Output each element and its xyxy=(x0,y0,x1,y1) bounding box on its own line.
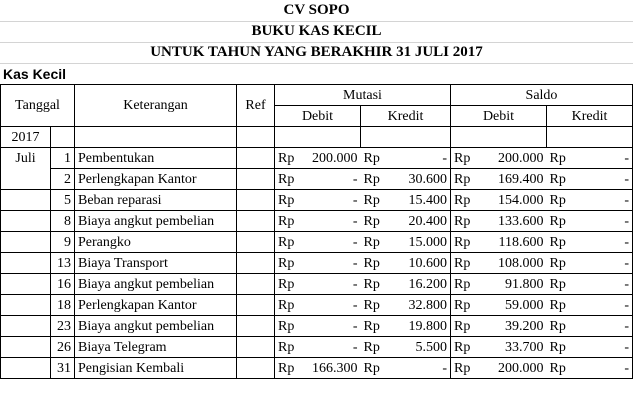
s-kredit-cell xyxy=(547,358,633,379)
ref-cell xyxy=(237,232,275,253)
currency-label: Rp xyxy=(549,255,566,271)
currency-label: Rp xyxy=(363,276,380,292)
day-cell: 9 xyxy=(51,232,75,253)
amount-value: 59.000 xyxy=(505,297,544,313)
month-cell xyxy=(1,232,51,253)
amount-value: - xyxy=(624,360,629,376)
currency-label: Rp xyxy=(278,339,295,355)
desc-cell: Perlengkapan Kantor xyxy=(75,295,237,316)
currency-label: Rp xyxy=(363,213,380,229)
day-cell: 31 xyxy=(51,358,75,379)
amount-value: 15.400 xyxy=(408,192,447,208)
amount-value: - xyxy=(624,339,629,355)
amount-value: - xyxy=(442,150,447,166)
amount-value: 33.700 xyxy=(505,339,544,355)
mutasi-debit-cell xyxy=(275,211,361,232)
amount-value: - xyxy=(624,255,629,271)
s-debit-cell xyxy=(451,190,547,211)
currency-label: Rp xyxy=(454,297,471,313)
currency-label: Rp xyxy=(549,339,566,355)
s-debit-cell xyxy=(451,274,547,295)
currency-label: Rp xyxy=(454,150,471,166)
day-cell: 2 xyxy=(51,169,75,190)
table-row xyxy=(1,295,633,316)
amount-value: - xyxy=(624,171,629,187)
currency-label: Rp xyxy=(278,297,295,313)
currency-label: Rp xyxy=(549,276,566,292)
amount-value: - xyxy=(624,234,629,250)
mutasi-debit-cell xyxy=(275,295,361,316)
currency-label: Rp xyxy=(363,297,380,313)
month-cell xyxy=(1,337,51,358)
s-debit-cell xyxy=(451,358,547,379)
amount-value: 154.000 xyxy=(498,192,544,208)
desc-cell: Biaya Transport xyxy=(75,253,237,274)
currency-label: Rp xyxy=(549,213,566,229)
ref-cell xyxy=(237,358,275,379)
col-saldo-kredit: Kredit xyxy=(547,106,633,127)
amount-value: - xyxy=(624,192,629,208)
amount-value: 30.600 xyxy=(408,171,447,187)
period-title: UNTUK TAHUN YANG BERAKHIR 31 JULI 2017 xyxy=(0,42,633,64)
s-debit-cell xyxy=(451,232,547,253)
amount-value: - xyxy=(352,213,358,229)
currency-label: Rp xyxy=(363,234,380,250)
book-title: BUKU KAS KECIL xyxy=(0,21,633,43)
currency-label: Rp xyxy=(454,171,471,187)
table-row xyxy=(1,358,633,379)
amount-value: 39.200 xyxy=(505,318,544,334)
day-cell: 5 xyxy=(51,190,75,211)
desc-cell: Biaya Telegram xyxy=(75,337,237,358)
currency-label: Rp xyxy=(363,171,380,187)
currency-label: Rp xyxy=(278,192,295,208)
desc-cell: Pengisian Kembali xyxy=(75,358,237,379)
day-cell: 23 xyxy=(51,316,75,337)
currency-label: Rp xyxy=(363,255,380,271)
ref-cell xyxy=(237,274,275,295)
mutasi-kredit-cell xyxy=(361,316,451,337)
currency-label: Rp xyxy=(363,339,380,355)
month-label: Juli xyxy=(15,150,36,166)
day-cell: 13 xyxy=(51,253,75,274)
table-row xyxy=(1,169,633,190)
mutasi-debit-cell xyxy=(275,232,361,253)
day-cell: 26 xyxy=(51,337,75,358)
month-cell xyxy=(1,358,51,379)
table-row xyxy=(1,253,633,274)
col-mutasi: Mutasi xyxy=(275,85,451,106)
mutasi-kredit-cell xyxy=(361,232,451,253)
amount-value: 108.000 xyxy=(498,255,544,271)
ref-cell xyxy=(237,190,275,211)
month-cell xyxy=(1,274,51,295)
table-row xyxy=(1,211,633,232)
amount-value: 19.800 xyxy=(408,318,447,334)
ref-cell xyxy=(237,148,275,169)
month-cell xyxy=(1,211,51,232)
desc-cell: Pembentukan xyxy=(75,148,237,169)
amount-value: - xyxy=(352,192,358,208)
s-kredit-cell xyxy=(547,169,633,190)
col-tanggal: Tanggal xyxy=(1,85,75,127)
mutasi-debit-cell xyxy=(275,316,361,337)
mutasi-kredit-cell xyxy=(361,211,451,232)
s-kredit-cell xyxy=(547,295,633,316)
mutasi-kredit-cell xyxy=(361,190,451,211)
day-cell: 18 xyxy=(51,295,75,316)
desc-cell: Biaya angkut pembelian xyxy=(75,211,237,232)
ref-cell xyxy=(237,169,275,190)
currency-label: Rp xyxy=(278,213,295,229)
amount-value: 166.300 xyxy=(312,360,358,376)
mutasi-debit-cell xyxy=(275,253,361,274)
s-kredit-cell xyxy=(547,337,633,358)
mutasi-kredit-cell xyxy=(361,358,451,379)
amount-value: 5.500 xyxy=(415,339,447,355)
s-kredit-cell xyxy=(547,232,633,253)
ref-cell xyxy=(237,316,275,337)
desc-cell: Beban reparasi xyxy=(75,190,237,211)
day-cell: 8 xyxy=(51,211,75,232)
col-saldo-debit: Debit xyxy=(451,106,547,127)
currency-label: Rp xyxy=(278,171,295,187)
currency-label: Rp xyxy=(278,276,295,292)
mutasi-kredit-cell xyxy=(361,169,451,190)
s-debit-cell xyxy=(451,253,547,274)
petty-cash-table xyxy=(0,84,633,379)
currency-label: Rp xyxy=(454,339,471,355)
amount-value: 10.600 xyxy=(408,255,447,271)
amount-value: - xyxy=(624,276,629,292)
col-keterangan: Keterangan xyxy=(75,85,237,127)
s-kredit-cell xyxy=(547,274,633,295)
currency-label: Rp xyxy=(549,360,566,376)
amount-value: 15.000 xyxy=(408,234,447,250)
currency-label: Rp xyxy=(454,360,471,376)
currency-label: Rp xyxy=(549,318,566,334)
amount-value: - xyxy=(352,318,358,334)
s-debit-cell xyxy=(451,169,547,190)
currency-label: Rp xyxy=(363,318,380,334)
currency-label: Rp xyxy=(278,318,295,334)
amount-value: 118.600 xyxy=(498,234,544,250)
amount-value: 16.200 xyxy=(408,276,447,292)
ref-cell xyxy=(237,253,275,274)
currency-label: Rp xyxy=(454,213,471,229)
currency-label: Rp xyxy=(363,150,380,166)
s-kredit-cell xyxy=(547,253,633,274)
amount-value: - xyxy=(352,339,358,355)
month-cell xyxy=(1,169,51,190)
currency-label: Rp xyxy=(454,276,471,292)
amount-value: - xyxy=(352,297,358,313)
amount-value: 20.400 xyxy=(408,213,447,229)
currency-label: Rp xyxy=(454,192,471,208)
mutasi-debit-cell xyxy=(275,337,361,358)
month-cell xyxy=(1,253,51,274)
currency-label: Rp xyxy=(278,234,295,250)
currency-label: Rp xyxy=(454,255,471,271)
currency-label: Rp xyxy=(278,360,295,376)
s-debit-cell xyxy=(451,211,547,232)
amount-value: 32.800 xyxy=(408,297,447,313)
amount-value: 200.000 xyxy=(498,360,544,376)
currency-label: Rp xyxy=(363,360,380,376)
s-debit-cell xyxy=(451,337,547,358)
mutasi-kredit-cell xyxy=(361,295,451,316)
month-cell xyxy=(1,148,51,169)
amount-value: - xyxy=(624,297,629,313)
mutasi-kredit-cell xyxy=(361,253,451,274)
currency-label: Rp xyxy=(549,150,566,166)
desc-cell: Perangko xyxy=(75,232,237,253)
currency-label: Rp xyxy=(549,192,566,208)
company-title: CV SOPO xyxy=(0,0,633,22)
amount-value: - xyxy=(624,318,629,334)
month-cell xyxy=(1,295,51,316)
s-kredit-cell xyxy=(547,211,633,232)
amount-value: - xyxy=(442,360,447,376)
amount-value: 200.000 xyxy=(498,150,544,166)
table-row xyxy=(1,274,633,295)
s-debit-cell xyxy=(451,148,547,169)
day-cell: 1 xyxy=(51,148,75,169)
col-saldo: Saldo xyxy=(451,85,633,106)
mutasi-debit-cell xyxy=(275,190,361,211)
month-cell xyxy=(1,190,51,211)
s-kredit-cell xyxy=(547,190,633,211)
s-kredit-cell xyxy=(547,316,633,337)
amount-value: - xyxy=(352,171,358,187)
currency-label: Rp xyxy=(549,171,566,187)
mutasi-debit-cell xyxy=(275,148,361,169)
table-row xyxy=(1,232,633,253)
desc-cell: Biaya angkut pembelian xyxy=(75,274,237,295)
year-cell: 2017 xyxy=(1,127,51,148)
s-debit-cell xyxy=(451,295,547,316)
table-row xyxy=(1,337,633,358)
amount-value: 133.600 xyxy=(498,213,544,229)
currency-label: Rp xyxy=(454,318,471,334)
desc-cell: Perlengkapan Kantor xyxy=(75,169,237,190)
desc-cell: Biaya angkut pembelian xyxy=(75,316,237,337)
col-mutasi-debit: Debit xyxy=(275,106,361,127)
currency-label: Rp xyxy=(363,192,380,208)
amount-value: - xyxy=(352,255,358,271)
ref-cell xyxy=(237,295,275,316)
mutasi-debit-cell xyxy=(275,274,361,295)
amount-value: - xyxy=(352,276,358,292)
mutasi-kredit-cell xyxy=(361,274,451,295)
mutasi-debit-cell xyxy=(275,358,361,379)
month-cell xyxy=(1,316,51,337)
s-debit-cell xyxy=(451,316,547,337)
ref-cell xyxy=(237,211,275,232)
currency-label: Rp xyxy=(549,297,566,313)
currency-label: Rp xyxy=(454,234,471,250)
amount-value: 169.400 xyxy=(498,171,544,187)
section-label: Kas Kecil xyxy=(3,66,67,82)
col-ref: Ref xyxy=(237,85,275,127)
amount-value: 200.000 xyxy=(312,150,358,166)
table-row xyxy=(1,316,633,337)
table-row xyxy=(1,190,633,211)
amount-value: - xyxy=(352,234,358,250)
mutasi-kredit-cell xyxy=(361,337,451,358)
currency-label: Rp xyxy=(549,234,566,250)
ref-cell xyxy=(237,337,275,358)
amount-value: 91.800 xyxy=(505,276,544,292)
amount-value: - xyxy=(624,213,629,229)
currency-label: Rp xyxy=(278,255,295,271)
day-cell: 16 xyxy=(51,274,75,295)
mutasi-kredit-cell xyxy=(361,148,451,169)
s-kredit-cell xyxy=(547,148,633,169)
col-mutasi-kredit: Kredit xyxy=(361,106,451,127)
currency-label: Rp xyxy=(278,150,295,166)
amount-value: - xyxy=(624,150,629,166)
table-row xyxy=(1,148,633,169)
mutasi-debit-cell xyxy=(275,169,361,190)
